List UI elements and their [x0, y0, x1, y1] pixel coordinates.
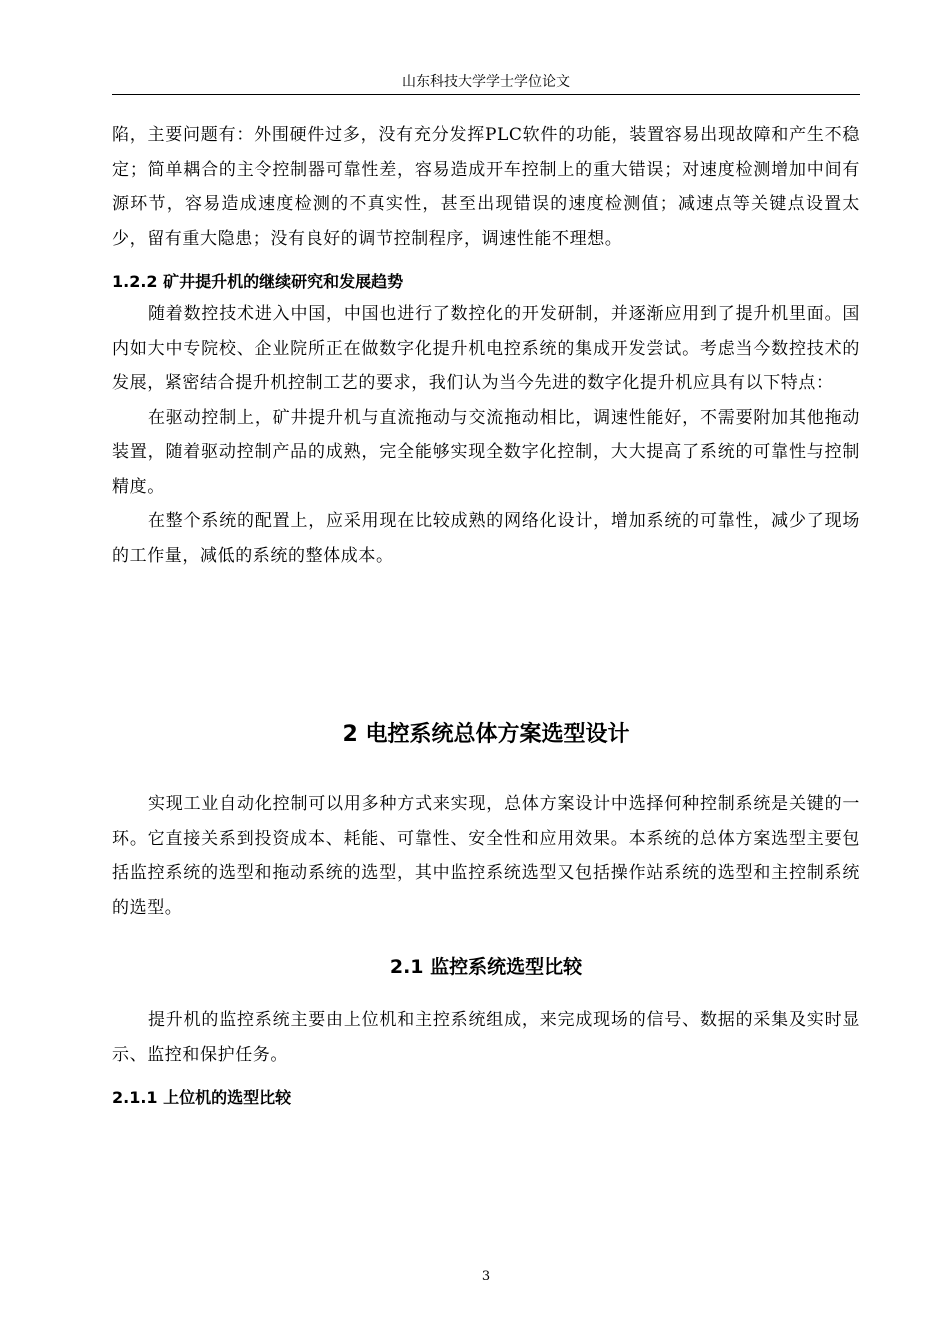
paragraph-1-2-2-a: 随着数控技术进入中国，中国也进行了数控化的开发研制，并逐渐应用到了提升机里面。国内如大中专院校、企业院所正在做数字化提升机电控系统的集成开发尝试。考虑当今数控技术的发展，紧密结合提升机控制工艺的要求，我们认为当今先进的数字化提升机应具有以下特点：	[112, 304, 860, 393]
heading-2-1-1: 2.1.1 上位机的选型比较	[112, 1088, 292, 1107]
page-content	[112, 118, 860, 1110]
paragraph-continuation: 陷，主要问题有：外围硬件过多，没有充分发挥PLC软件的功能，装置容易出现故障和产生不稳定；简单耦合的主令控制器可靠性差，容易造成开车控制上的重大错误；对速度检测增加中间有源环节，容易造成速度检测的不真实性，甚至出现错误的速度检测值；减速点等关键点设置太少，留有重大隐患；没有良好的调节控制程序，调速性能不理想。	[112, 125, 860, 249]
paragraph-chapter-2-intro: 实现工业自动化控制可以用多种方式来实现，总体方案设计中选择何种控制系统是关键的一环。它直接关系到投资成本、耗能、可靠性、安全性和应用效果。本系统的总体方案选型主要包括监控系统的选型和拖动系统的选型，其中监控系统选型又包括操作站系统的选型和主控制系统的选型。	[112, 794, 860, 918]
chapter-2-title: 2 电控系统总体方案选型设计	[342, 722, 630, 747]
paragraph-1-2-2-b: 在驱动控制上，矿井提升机与直流拖动与交流拖动相比，调速性能好，不需要附加其他拖动装置，随着驱动控制产品的成熟，完全能够实现全数字化控制，大大提高了系统的可靠性与控制精度。	[112, 407, 860, 497]
header-title: 山东科技大学学士学位论文	[402, 74, 570, 90]
page-number: 3	[481, 1269, 491, 1284]
section-2-1-title: 2.1 监控系统选型比较	[389, 956, 583, 978]
paragraph-2-1: 提升机的监控系统主要由上位机和主控系统组成，来完成现场的信号、数据的采集及实时显示、监控和保护任务。	[112, 1010, 860, 1065]
page-header	[112, 72, 860, 95]
heading-1-2-2: 1.2.2 矿井提升机的继续研究和发展趋势	[112, 272, 404, 291]
paragraph-1-2-2-c: 在整个系统的配置上，应采用现在比较成熟的网络化设计，增加系统的可靠性，减少了现场的工作量，减低的系统的整体成本。	[112, 511, 860, 566]
